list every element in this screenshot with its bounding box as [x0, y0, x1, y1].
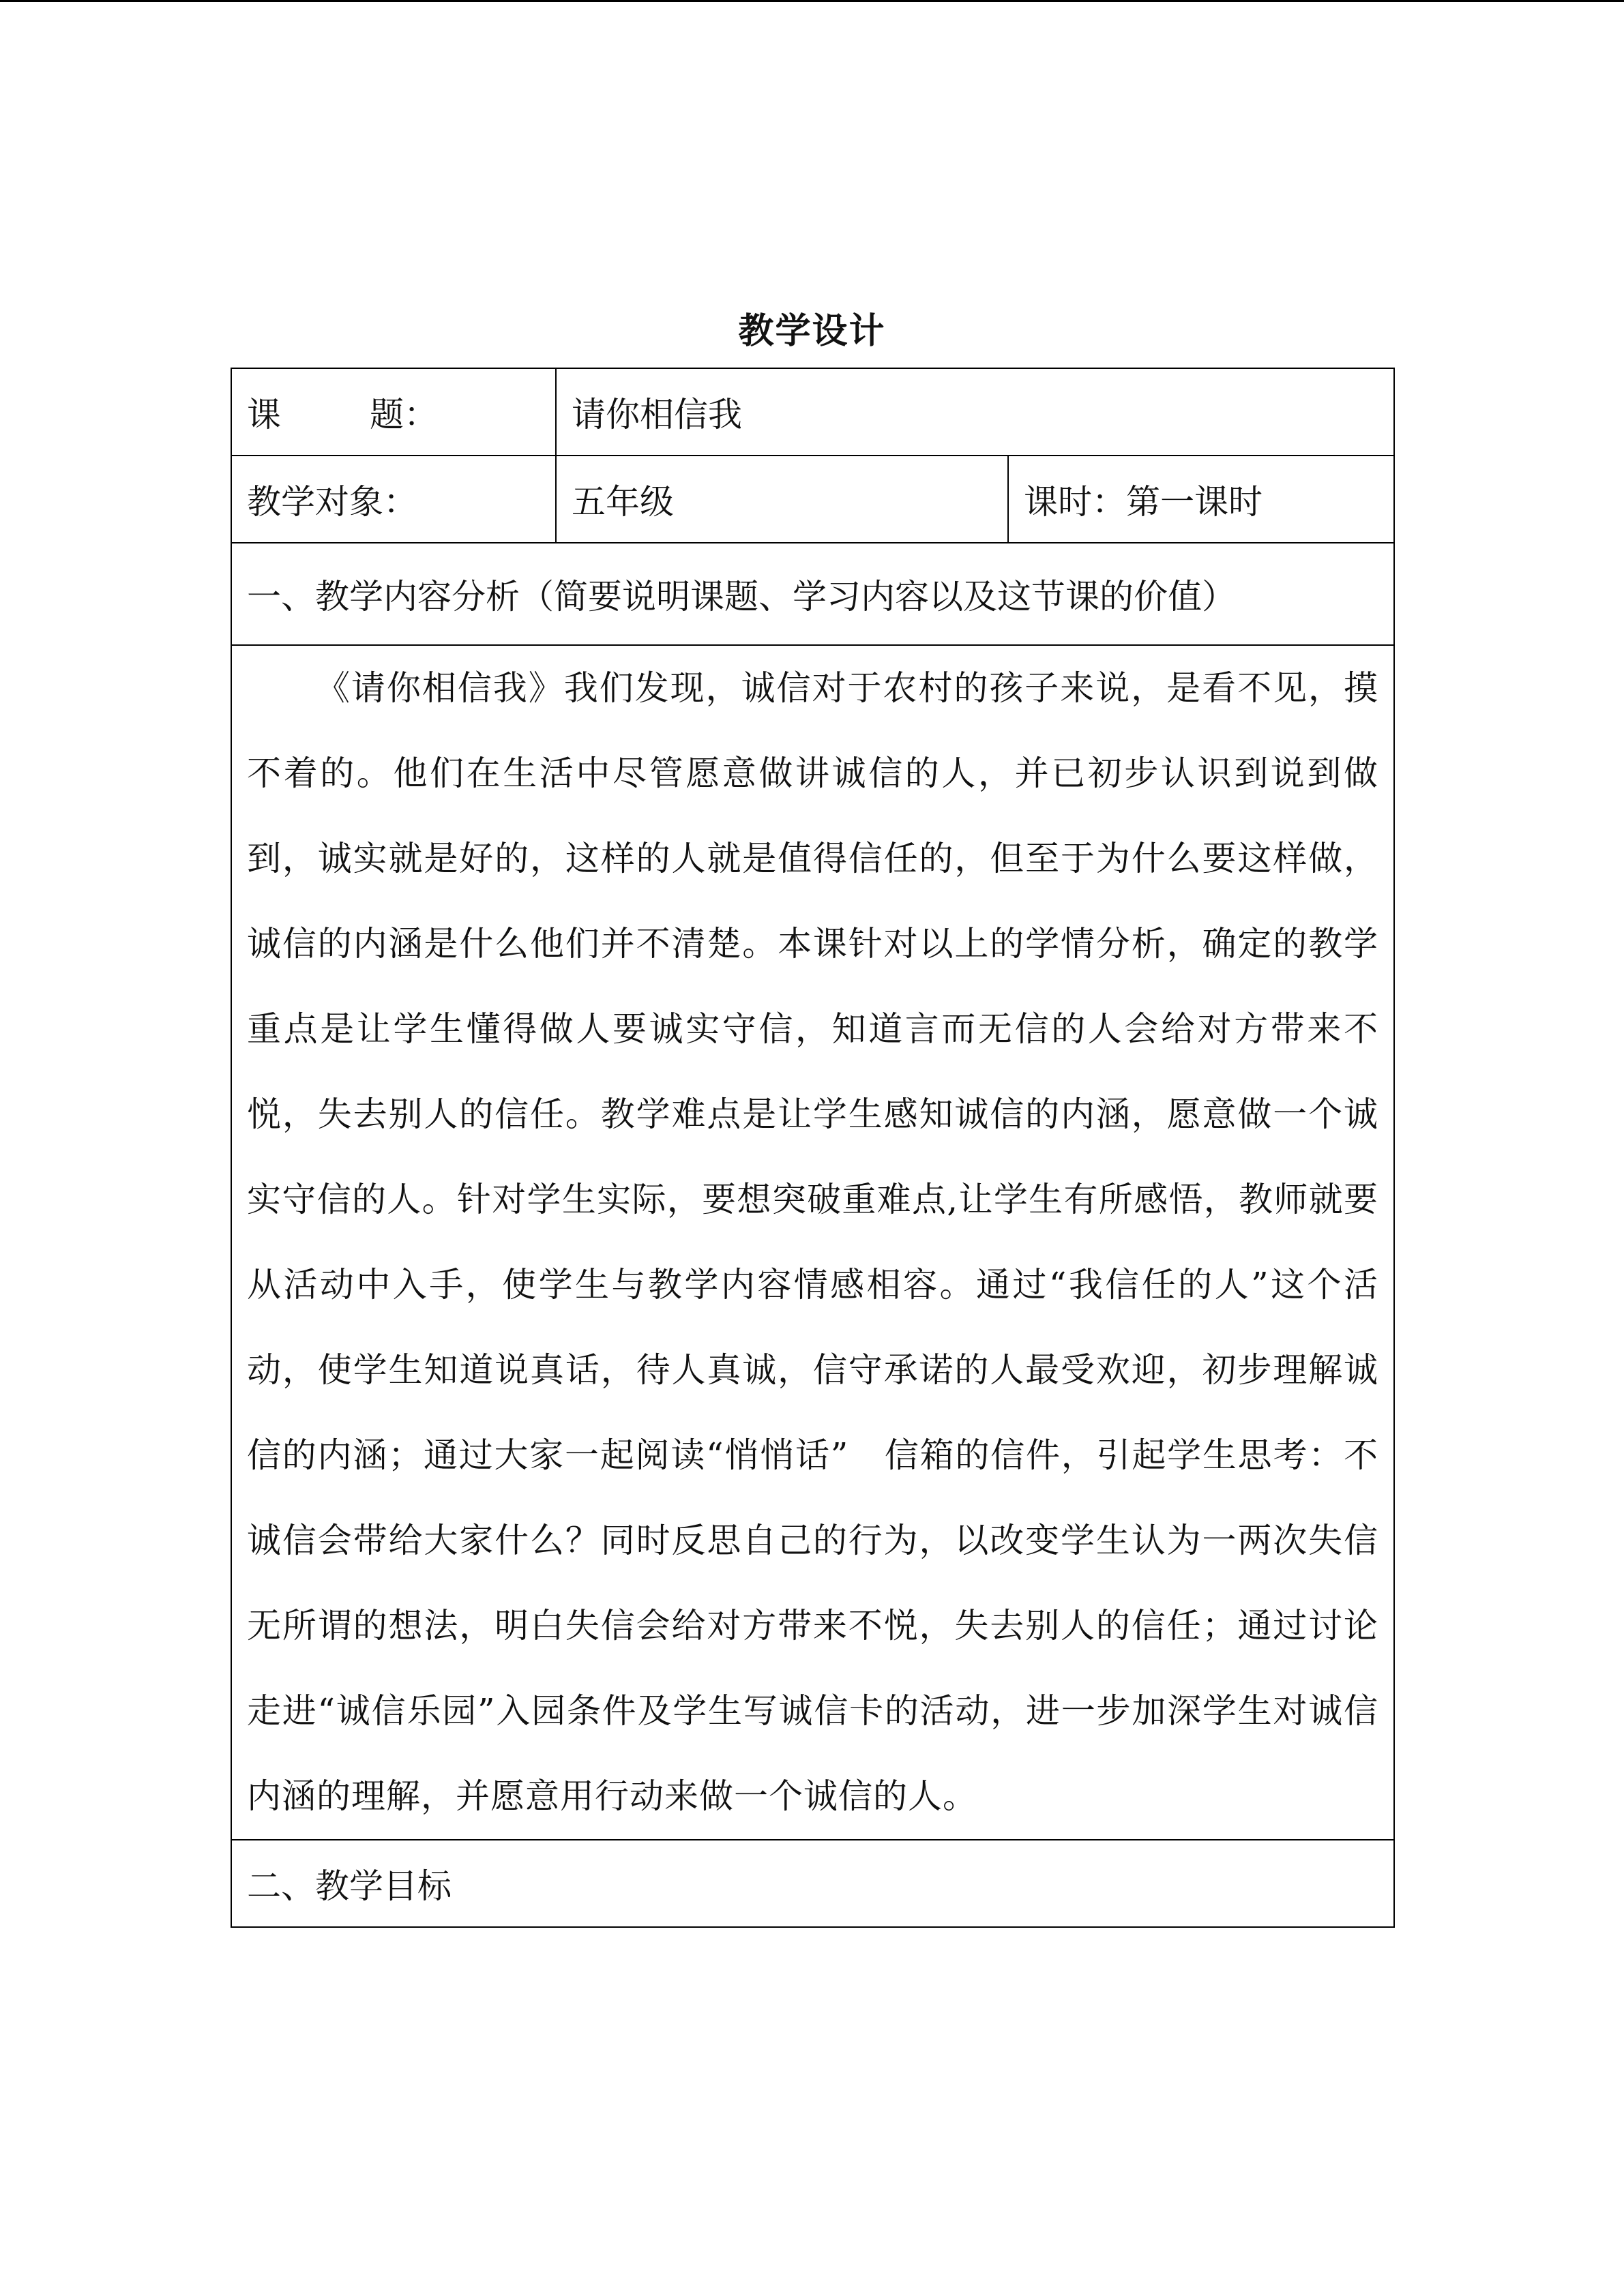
topic-value: 请你相信我 [556, 368, 1394, 456]
section2-heading-row [231, 1840, 1394, 1927]
section1-heading: 一、教学内容分析（简要说明课题、学习内容以及这节课的价值） [231, 543, 1394, 645]
audience-label: 教学对象： [231, 456, 556, 543]
section1-body-cell [231, 645, 1394, 1840]
section1-heading-row [231, 543, 1394, 645]
audience-row [231, 456, 1394, 543]
document-title: 教学设计 [738, 310, 886, 352]
section1-body-text: 《请你相信我》我们发现，诚信对于农村的孩子来说，是看不见，摸不着的。他们在生活中尽管愿意做讲诚信的人，并已初步认识到说到做到，诚实就是好的，这样的人就是值得信任的，但至于为什么要这样做，诚信的内涵是什么他们并不清楚。本课针对以上的学情分析，确定的教学重点是让学生懂得做人要诚实守信，知道言而无信的人会给对方带来不悦，失去别人的信任。教学难点是让学生感知诚信的内涵，愿意做一个诚实守信的人。针对学生实际，要想突破重难点,让学生有所感悟，教师就要从活动中入手，使学生与教学内容情感相容。通过“我信任的人”这个活动，使学生知道说真话，待人真诚，信守承诺的人最受欢迎，初步理解诚信的内涵；通过大家一起阅读“悄悄话” 信箱的信件，引起学生思考：不诚信会带给大家什么？同时反思自己的行为，以改变学生认为一两次失信无所谓的想法，明白失信会给对方带来不悦，失去别人的信任；通过讨论走进“诚信乐园”入园条件及学生写诚信卡的活动，进一步加深学生对诚信内涵的理解，并愿意用行动来做一个诚信的人。 [247, 668, 1378, 1816]
audience-value: 五年级 [556, 456, 1008, 543]
section1-body-row [231, 645, 1394, 1840]
topic-row [231, 368, 1394, 456]
lesson-design-table [231, 368, 1395, 1928]
topic-label: 课 题： [231, 368, 556, 456]
period-cell: 课时：第一课时 [1008, 456, 1394, 543]
section2-heading: 二、教学目标 [231, 1840, 1394, 1927]
